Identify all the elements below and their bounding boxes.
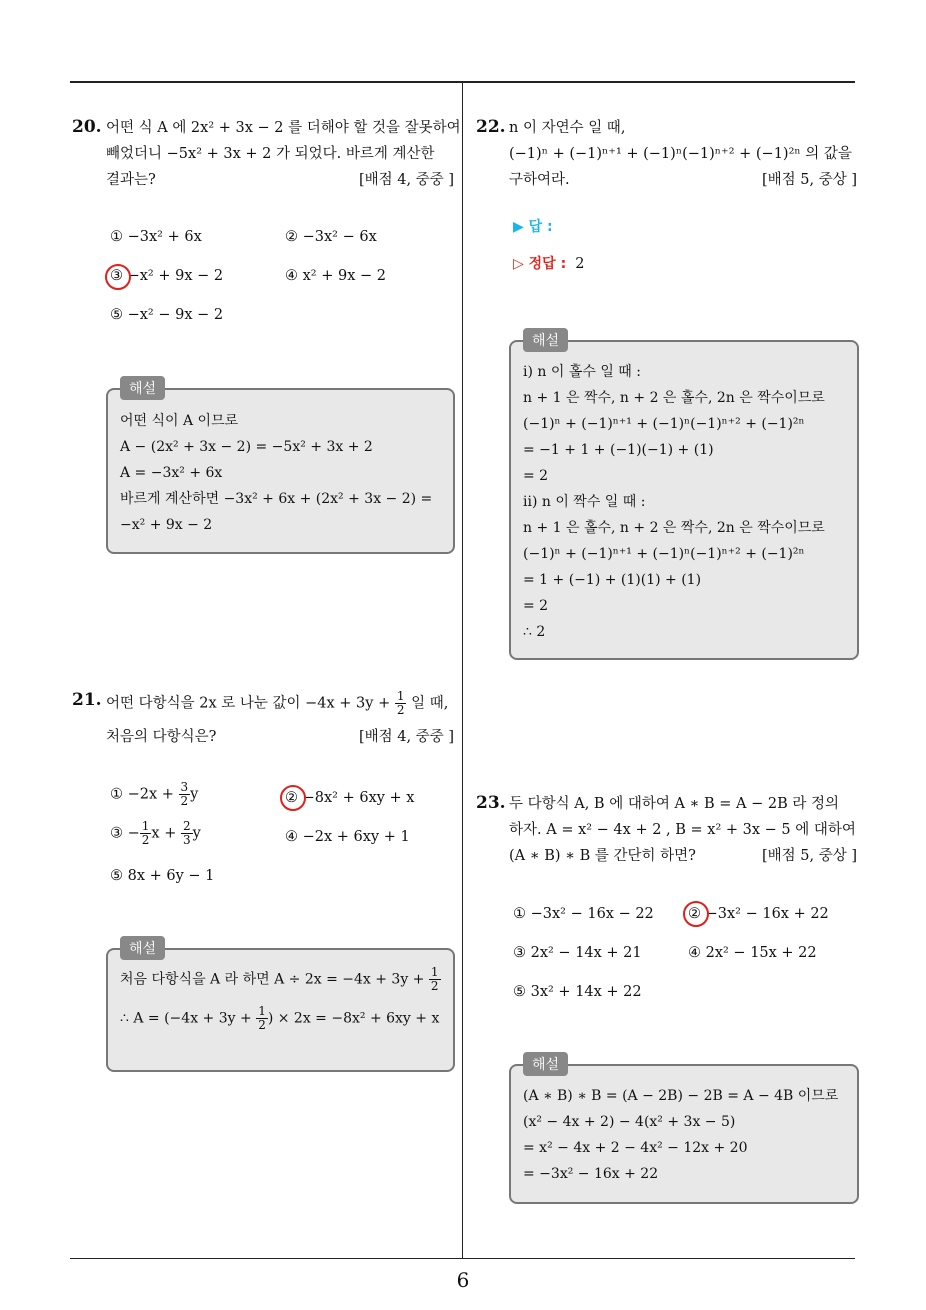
question-line: 처음의 다항식은? xyxy=(106,729,217,745)
correct-answer-value: 2 xyxy=(575,256,585,272)
score-label: [배점 5, 중상 ] xyxy=(761,172,857,188)
q20-solution-box xyxy=(106,388,455,554)
solution-line: 처음 다항식을 A 라 하면 A ÷ 2x = −4x + 3y + $\frac{1}{2}$ xyxy=(120,965,439,993)
q21-option-1[interactable]: ① −2x + $\frac{3}{2}$ y xyxy=(110,780,199,808)
solution-line: = −1 + 1 + (−1)(−1) + (1) xyxy=(523,442,714,458)
solution-line: (A ∗ B) ∗ B = (A − 2B) − 2B = A − 4B 이므로 xyxy=(523,1088,839,1104)
question-20-number: 20. xyxy=(72,117,102,137)
q20-option-5[interactable]: ⑤ −x² − 9x − 2 xyxy=(110,307,224,323)
solution-line: i) n 이 홀수 일 때 : xyxy=(523,364,641,380)
solution-line: = −3x² − 16x + 22 xyxy=(523,1166,659,1182)
answer-mark-circle xyxy=(105,264,131,290)
answer-mark-circle xyxy=(683,901,709,927)
solution-line: A − (2x² + 3x − 2) = −5x² + 3x + 2 xyxy=(120,439,373,455)
question-line: (−1)ⁿ + (−1)ⁿ⁺¹ + (−1)ⁿ(−1)ⁿ⁺² + (−1)²ⁿ 의 값을 xyxy=(509,146,852,162)
question-21-text xyxy=(106,690,454,750)
solution-line: n + 1 은 홀수, n + 2 은 짝수, 2n 은 짝수이므로 xyxy=(523,520,825,536)
bottom-rule xyxy=(70,1258,855,1259)
q21-option-5[interactable]: ⑤ 8x + 6y − 1 xyxy=(110,868,215,884)
solution-line: 어떤 식이 A 이므로 xyxy=(120,413,239,429)
answer-label: ▶ 답 : xyxy=(513,219,553,235)
q23-option-3[interactable]: ③ 2x² − 14x + 21 xyxy=(513,945,642,961)
question-22-number: 22. xyxy=(476,117,506,137)
solution-tag: 해설 xyxy=(523,1052,568,1076)
solution-tag: 해설 xyxy=(120,376,165,400)
solution-line: = 1 + (−1) + (1)(1) + (1) xyxy=(523,572,702,588)
q20-option-4[interactable]: ④ x² + 9x − 2 xyxy=(285,268,386,284)
question-line: (A ∗ B) ∗ B 를 간단히 하면? xyxy=(509,848,696,864)
question-23-text xyxy=(509,791,857,869)
question-line: 빼었더니 −5x² + 3x + 2 가 되었다. 바르게 계산한 xyxy=(106,146,435,162)
solution-line: ii) n 이 짝수 일 때 : xyxy=(523,494,646,510)
question-line: 어떤 식 A 에 2x² + 3x − 2 를 더해야 할 것을 잘못하여 xyxy=(106,120,461,136)
solution-tag: 해설 xyxy=(120,936,165,960)
q22-solution-box xyxy=(509,340,859,660)
score-label: [배점 4, 중중 ] xyxy=(358,729,454,745)
solution-line: −x² + 9x − 2 xyxy=(120,517,213,533)
solution-line: ∴ 2 xyxy=(523,624,546,640)
page-number: 6 xyxy=(456,1268,470,1292)
question-23-number: 23. xyxy=(476,793,506,813)
correct-answer-label: ▷ 정답 : xyxy=(513,256,567,272)
solution-line: = x² − 4x + 2 − 4x² − 12x + 20 xyxy=(523,1140,748,1156)
score-label: [배점 5, 중상 ] xyxy=(761,848,857,864)
solution-line: ∴ A = (−4x + 3y + $\frac{1}{2}$ ) × 2x = −8x² + 6xy + x xyxy=(120,1004,440,1032)
question-line: 구하여라. xyxy=(509,172,570,188)
q23-option-2[interactable]: ② −3x² − 16x + 22 xyxy=(688,906,829,922)
question-line: 두 다항식 A, B 에 대하여 A ∗ B = A − 2B 라 정의 xyxy=(509,796,839,812)
solution-line: = 2 xyxy=(523,598,549,614)
score-label: [배점 4, 중중 ] xyxy=(358,172,454,188)
question-22-text xyxy=(509,115,857,193)
q20-option-3[interactable]: ③ −x² + 9x − 2 xyxy=(110,268,224,284)
q23-option-5[interactable]: ⑤ 3x² + 14x + 22 xyxy=(513,984,642,1000)
answer-mark-circle xyxy=(280,785,306,811)
solution-line: n + 1 은 짝수, n + 2 은 홀수, 2n 은 짝수이므로 xyxy=(523,390,825,406)
solution-line: A = −3x² + 6x xyxy=(120,465,223,481)
q21-option-3[interactable]: ③ − $\frac{1}{2}$ x + $\frac{2}{3}$ y xyxy=(110,819,201,847)
q23-option-1[interactable]: ① −3x² − 16x − 22 xyxy=(513,906,654,922)
solution-line: (x² − 4x + 2) − 4(x² + 3x − 5) xyxy=(523,1114,736,1130)
question-line xyxy=(106,690,454,724)
solution-tag: 해설 xyxy=(523,328,568,352)
q20-option-1[interactable]: ① −3x² + 6x xyxy=(110,229,202,245)
question-text: 일 때, xyxy=(411,695,449,712)
question-line: 하자. A = x² − 4x + 2 , B = x² + 3x − 5 에 대하여 xyxy=(509,822,856,838)
column-divider xyxy=(462,82,463,1258)
solution-line: = 2 xyxy=(523,468,549,484)
q21-solution-box xyxy=(106,948,455,1072)
question-text: 어떤 다항식을 2x 로 나눈 값이 −4x + 3y + xyxy=(106,695,391,712)
solution-line: (−1)ⁿ + (−1)ⁿ⁺¹ + (−1)ⁿ(−1)ⁿ⁺² + (−1)²ⁿ xyxy=(523,416,805,432)
q23-option-4[interactable]: ④ 2x² − 15x + 22 xyxy=(688,945,817,961)
q23-solution-box xyxy=(509,1064,859,1204)
q20-option-2[interactable]: ② −3x² − 6x xyxy=(285,229,377,245)
solution-line: 바르게 계산하면 −3x² + 6x + (2x² + 3x − 2) = xyxy=(120,491,433,507)
q21-option-4[interactable]: ④ −2x + 6xy + 1 xyxy=(285,829,410,845)
question-20-text xyxy=(106,115,461,193)
question-line: 결과는? xyxy=(106,172,156,188)
question-21-number: 21. xyxy=(72,690,102,710)
solution-line: (−1)ⁿ + (−1)ⁿ⁺¹ + (−1)ⁿ(−1)ⁿ⁺² + (−1)²ⁿ xyxy=(523,546,805,562)
correct-answer-row xyxy=(513,253,585,273)
q21-option-2[interactable]: ② −8x² + 6xy + x xyxy=(285,790,415,806)
fraction: $\frac{1}{2}$ xyxy=(396,689,405,717)
question-line: n 이 자연수 일 때, xyxy=(509,120,626,136)
